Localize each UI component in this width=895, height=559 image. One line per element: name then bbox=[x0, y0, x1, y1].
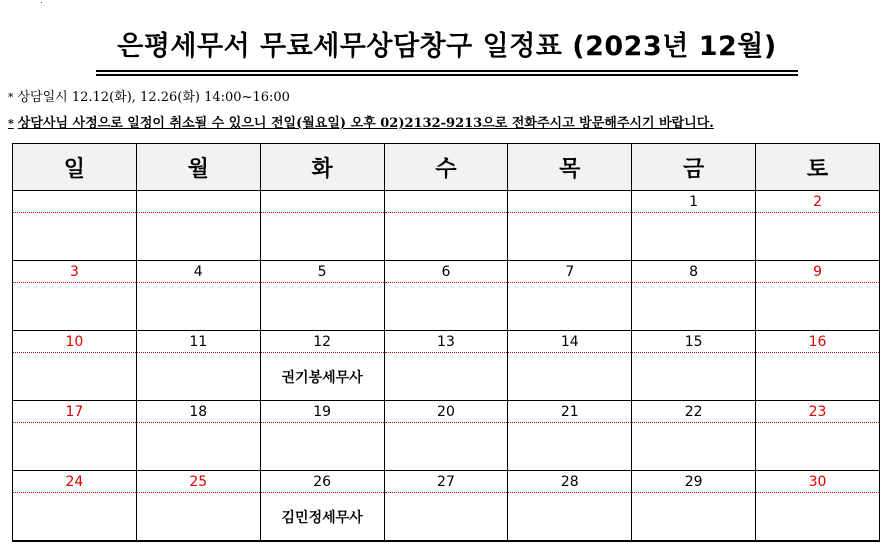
schedule-cell bbox=[13, 353, 137, 401]
schedule-cell bbox=[508, 353, 632, 401]
date-cell bbox=[384, 191, 508, 213]
schedule-cell bbox=[632, 423, 756, 471]
weekday-header-row bbox=[13, 144, 880, 191]
date-row bbox=[13, 191, 880, 213]
schedule-row bbox=[13, 283, 880, 331]
weekday-sat: 토 bbox=[756, 144, 880, 191]
schedule-row bbox=[13, 353, 880, 401]
schedule-cell bbox=[632, 213, 756, 261]
schedule-cell bbox=[384, 283, 508, 331]
schedule-cell bbox=[136, 213, 260, 261]
bullet-star: * bbox=[8, 91, 14, 104]
title-block bbox=[96, 28, 798, 66]
date-cell bbox=[136, 191, 260, 213]
consultation-time-text: 상담일시 12.12(화), 12.26(화) 14:00~16:00 bbox=[17, 90, 290, 105]
date-cell: 15 bbox=[632, 331, 756, 353]
weekday-fri: 금 bbox=[632, 144, 756, 191]
date-cell: 22 bbox=[632, 401, 756, 423]
date-cell: 3 bbox=[13, 261, 137, 283]
date-row bbox=[13, 261, 880, 283]
schedule-cell bbox=[13, 493, 137, 542]
schedule-cell bbox=[508, 493, 632, 542]
date-cell: 4 bbox=[136, 261, 260, 283]
date-cell: 30 bbox=[756, 471, 880, 493]
weekday-mon: 월 bbox=[136, 144, 260, 191]
date-cell: 6 bbox=[384, 261, 508, 283]
schedule-row bbox=[13, 423, 880, 471]
date-row bbox=[13, 401, 880, 423]
weekday-thu: 목 bbox=[508, 144, 632, 191]
cancellation-notice-text: 상담사님 사정으로 일정이 취소될 수 있으니 전일(월요일) 오후 02)2132-9213으로 전화주시고 방문해주시기 바랍니다. bbox=[17, 116, 714, 131]
bullet-star: * bbox=[8, 117, 14, 130]
calendar-body bbox=[13, 191, 880, 542]
schedule-cell bbox=[384, 353, 508, 401]
date-cell: 2 bbox=[756, 191, 880, 213]
calendar-table bbox=[12, 143, 880, 542]
schedule-cell bbox=[632, 283, 756, 331]
schedule-cell bbox=[508, 423, 632, 471]
date-row bbox=[13, 471, 880, 493]
cancellation-notice bbox=[8, 112, 714, 131]
date-cell: 8 bbox=[632, 261, 756, 283]
schedule-cell bbox=[384, 213, 508, 261]
weekday-tue: 화 bbox=[260, 144, 384, 191]
date-cell: 9 bbox=[756, 261, 880, 283]
date-cell: 10 bbox=[13, 331, 137, 353]
schedule-cell bbox=[13, 283, 137, 331]
date-cell: 26 bbox=[260, 471, 384, 493]
schedule-cell bbox=[136, 283, 260, 331]
schedule-cell bbox=[13, 423, 137, 471]
schedule-cell bbox=[384, 493, 508, 542]
date-cell: 25 bbox=[136, 471, 260, 493]
schedule-cell bbox=[13, 213, 137, 261]
schedule-cell bbox=[136, 423, 260, 471]
date-cell: 17 bbox=[13, 401, 137, 423]
schedule-cell bbox=[756, 353, 880, 401]
schedule-cell bbox=[384, 423, 508, 471]
schedule-cell bbox=[260, 213, 384, 261]
schedule-cell bbox=[508, 213, 632, 261]
consultation-time-note bbox=[8, 86, 290, 105]
date-cell: 19 bbox=[260, 401, 384, 423]
date-cell: 13 bbox=[384, 331, 508, 353]
date-cell: 20 bbox=[384, 401, 508, 423]
schedule-cell bbox=[508, 283, 632, 331]
corner-dot bbox=[41, 2, 42, 3]
date-cell: 11 bbox=[136, 331, 260, 353]
schedule-cell bbox=[632, 493, 756, 542]
date-cell bbox=[13, 191, 137, 213]
date-cell: 27 bbox=[384, 471, 508, 493]
date-cell bbox=[508, 191, 632, 213]
schedule-cell bbox=[756, 283, 880, 331]
date-cell: 18 bbox=[136, 401, 260, 423]
date-cell: 23 bbox=[756, 401, 880, 423]
date-cell: 29 bbox=[632, 471, 756, 493]
schedule-cell: 권기봉세무사 bbox=[260, 353, 384, 401]
date-cell: 16 bbox=[756, 331, 880, 353]
date-cell bbox=[260, 191, 384, 213]
date-cell: 7 bbox=[508, 261, 632, 283]
weekday-sun: 일 bbox=[13, 144, 137, 191]
date-cell: 1 bbox=[632, 191, 756, 213]
schedule-cell bbox=[260, 423, 384, 471]
schedule-row bbox=[13, 213, 880, 261]
date-cell: 24 bbox=[13, 471, 137, 493]
date-cell: 14 bbox=[508, 331, 632, 353]
date-row bbox=[13, 331, 880, 353]
title-rule-top bbox=[96, 70, 798, 72]
schedule-cell bbox=[136, 353, 260, 401]
schedule-cell bbox=[756, 493, 880, 542]
schedule-cell bbox=[260, 283, 384, 331]
date-cell: 21 bbox=[508, 401, 632, 423]
schedule-cell: 김민정세무사 bbox=[260, 493, 384, 542]
title-rule-bottom bbox=[96, 74, 798, 76]
page-title: 은평세무서 무료세무상담창구 일정표 (2023년 12월) bbox=[117, 31, 777, 62]
schedule-cell bbox=[756, 213, 880, 261]
date-cell: 5 bbox=[260, 261, 384, 283]
schedule-cell bbox=[632, 353, 756, 401]
schedule-cell bbox=[136, 493, 260, 542]
weekday-wed: 수 bbox=[384, 144, 508, 191]
schedule-row bbox=[13, 493, 880, 542]
date-cell: 12 bbox=[260, 331, 384, 353]
schedule-cell bbox=[756, 423, 880, 471]
date-cell: 28 bbox=[508, 471, 632, 493]
